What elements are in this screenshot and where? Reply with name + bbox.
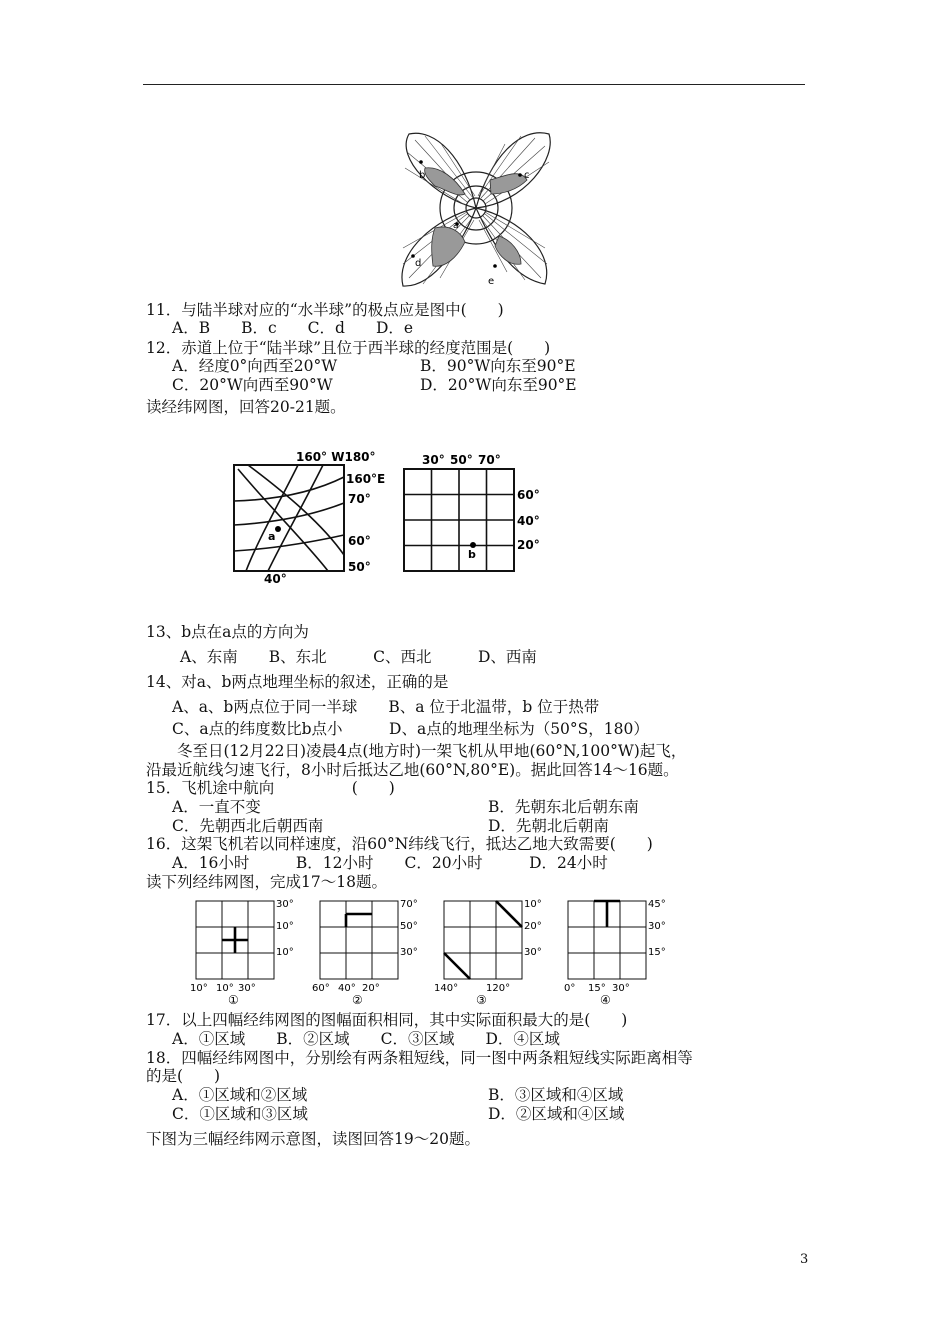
map4-number: ④ [600,993,611,1006]
question-18-option-d: D．②区域和④区域 [488,1105,625,1123]
map1-number: ① [228,993,239,1006]
grid-label-60: 60° [348,534,371,548]
question-15-option-c: C．先朝西北后朝西南 [172,817,324,835]
map2-bottom-1: 60° [312,983,330,994]
grid-label-50: 50° [450,453,473,467]
map1-right-2: 10° [276,921,294,932]
passage-line-1: 冬至日(12月22日)凌晨4点(地方时)一架飞机从甲地(60°N,100°W)起飞， [177,742,687,760]
grid-label-70: 70° [478,453,501,467]
map3-right-3: 30° [524,947,542,958]
map2-right-2: 50° [400,921,418,932]
question-18-option-a: A．①区域和②区域 [172,1086,308,1104]
question-13-stem: 13、b点在a点的方向为 [146,623,309,641]
grid-label-40-right: 40° [517,514,540,528]
map1-bottom-2: 10° [216,983,234,994]
grid-label-20-right: 20° [517,538,540,552]
question-14-options-ab: A、a、b两点位于同一半球 B、a 位于北温带，b 位于热带 [172,698,600,716]
globe-label-b: b [419,170,426,181]
question-14-options-cd: C、a点的纬度数比b点小 D、a点的地理坐标为（50°S，180） [172,720,649,738]
question-17-options: A．①区域 B．②区域 C．③区域 D．④区域 [172,1030,560,1048]
grid-label-30: 30° [422,453,445,467]
question-14-stem: 14、对a、b两点地理坐标的叙述，正确的是 [146,673,449,691]
grid-label-a: a [268,530,276,543]
map2-right-3: 30° [400,947,418,958]
question-15-option-a: A．一直不变 [172,798,261,816]
map1-bottom-3: 30° [238,983,256,994]
question-18-option-b: B．③区域和④区域 [488,1086,624,1104]
question-18-option-c: C．①区域和③区域 [172,1105,308,1123]
map4-right-2: 30° [648,921,666,932]
question-12-option-c: C．20°W向西至90°W [172,376,333,394]
globe-label-a: a [453,221,459,231]
grid-label-70: 70° [348,492,371,506]
question-15-stem: 15．飞机途中航向 ( ) [146,779,395,797]
globe-label-e: e [488,276,495,287]
map2-right-1: 70° [400,899,418,910]
grid-label-60-right: 60° [517,488,540,502]
map4-right-3: 15° [648,947,666,958]
map4-right-1: 45° [648,899,666,910]
header-rule [143,84,805,85]
grid-label-160w-180: 160° W180° [296,450,376,464]
grid-label-40: 40° [264,572,287,585]
small-graticule-maps [186,896,686,1006]
question-12-option-d: D．20°W向东至90°E [420,376,577,394]
graticule-figure-ab [228,445,558,585]
question-15-option-d: D．先朝北后朝南 [488,817,609,835]
grid-label-50: 50° [348,560,371,574]
grid-label-160e: 160°E [346,472,386,486]
map4-bottom-3: 30° [612,983,630,994]
map2-number: ② [352,993,363,1006]
globe-label-c: c [524,170,530,181]
question-11-options: A．B B．c C．d D．e [172,319,414,337]
intro-19-20: 下图为三幅经纬网示意图，读图回答19～20题。 [146,1130,480,1148]
passage-line-2: 沿最近航线匀速飞行，8小时后抵达乙地(60°N,80°E)。据此回答14～16题。 [146,761,679,779]
map3-bottom-1: 140° [434,983,459,994]
map1-bottom-1: 10° [190,983,208,994]
question-12-option-b: B．90°W向东至90°E [420,357,576,375]
question-18-stem-1: 18．四幅经纬网图中，分别绘有两条粗短线，同一图中两条粗短线实际距离相等 [146,1049,693,1067]
question-16-options: A．16小时 B．12小时 C．20小时 D．24小时 [172,854,608,872]
question-18-stem-2: 的是( ) [146,1067,221,1085]
map2-bottom-3: 20° [362,983,380,994]
map1-right-1: 30° [276,899,294,910]
question-12-option-a: A．经度0°向西至20°W [172,357,338,375]
question-11-stem: 11．与陆半球对应的“水半球”的极点应是图中( ) [146,301,504,319]
map1-right-3: 10° [276,947,294,958]
map3-bottom-2: 120° [486,983,511,994]
map4-bottom-2: 15° [588,983,606,994]
map4-bottom-1: 0° [564,983,576,994]
question-12-stem: 12．赤道上位于“陆半球”且位于西半球的经度范围是( ) [146,339,551,357]
question-17-stem: 17．以上四幅经纬网图的图幅面积相同，其中实际面积最大的是( ) [146,1011,628,1029]
globe-label-d: d [415,258,422,269]
map3-right-1: 10° [524,899,542,910]
map3-right-2: 20° [524,921,542,932]
intro-17-18: 读下列经纬网图，完成17～18题。 [146,873,387,891]
map3-number: ③ [476,993,487,1006]
page-number: 3 [800,1252,809,1267]
question-16-stem: 16．这架飞机若以同样速度，沿60°N纬线飞行，抵达乙地大致需要( ) [146,835,653,853]
question-15-option-b: B．先朝东北后朝东南 [488,798,639,816]
question-13-options: A、东南 B、东北 C、西北 D、西南 [180,648,537,666]
map2-bottom-2: 40° [338,983,356,994]
butterfly-projection-figure [395,128,557,294]
intro-20-21: 读经纬网图，回答20-21题。 [146,398,346,416]
grid-label-b: b [468,548,476,561]
